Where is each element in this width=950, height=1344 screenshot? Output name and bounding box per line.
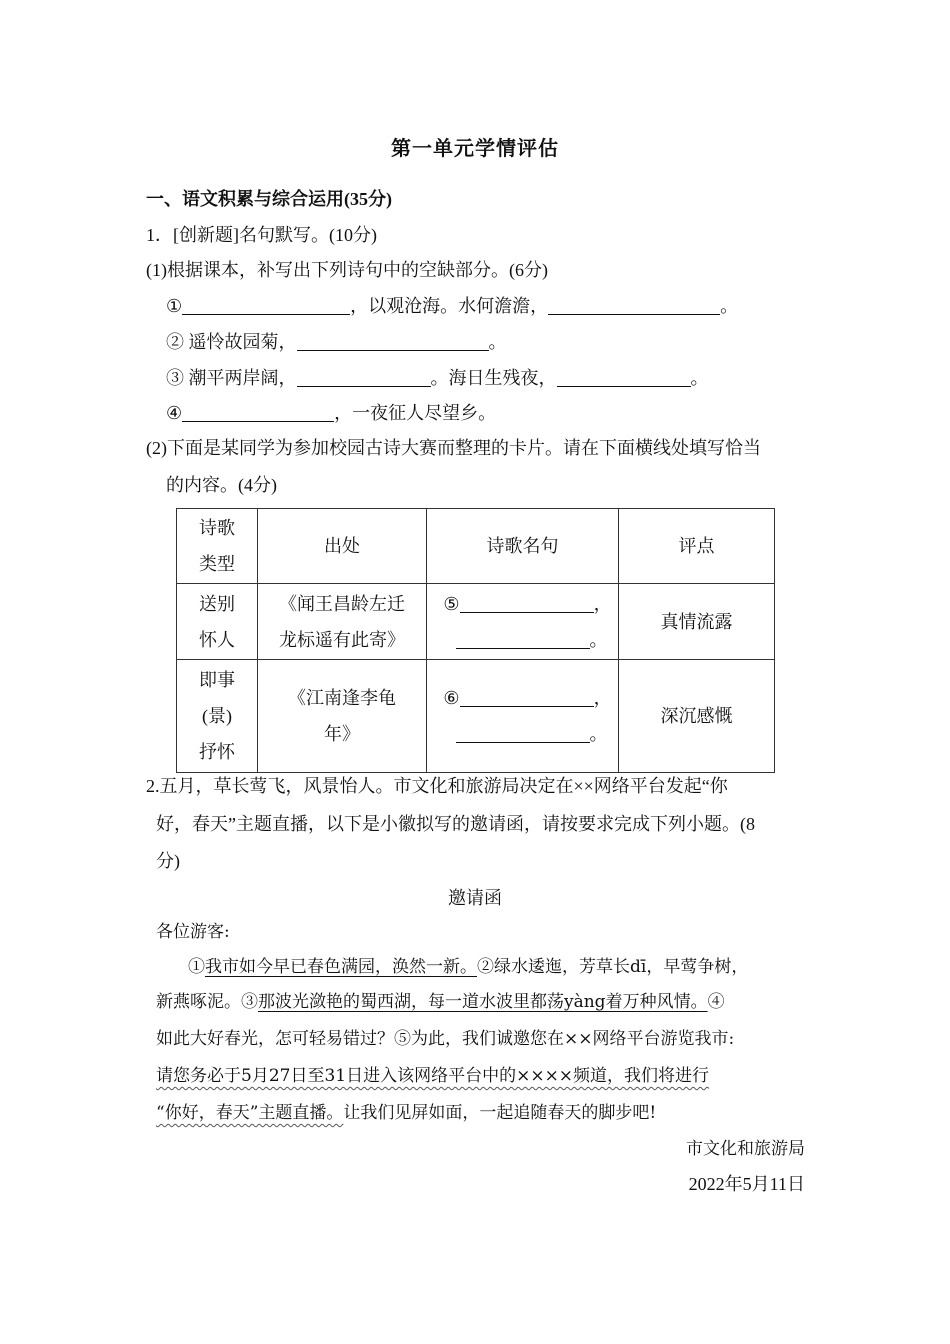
section-heading: 一、语文积累与综合运用(35分) [146,189,392,209]
header-comment: 评点 [619,509,775,584]
table-row [177,660,775,773]
cell-comment: 深沉感慨 [619,660,775,773]
answer-blank[interactable] [182,403,334,422]
question-1-heading: 1．[创新题]名句默写。(10分) [146,225,377,245]
table-header-row [177,509,775,584]
header-source: 出处 [258,509,427,584]
header-poem-type: 诗歌 类型 [177,509,258,584]
answer-blank[interactable] [297,332,489,351]
letter-paragraph-line-1: ①我市如今早已春色满园，涣然一新。②绿水逶迤，芳草长dī，早莺争树， [188,957,749,977]
answer-blank[interactable] [557,368,691,387]
question-2-line-2: 好，春天”主题直播，以下是小徽拟写的邀请函，请按要求完成下列小题。(8 [156,814,755,834]
answer-blank[interactable] [460,594,594,613]
answer-blank[interactable] [456,724,590,743]
line-text: 。 [690,368,709,388]
recitation-line-4 [166,401,496,425]
letter-date: 2022年5月11日 [688,1174,805,1194]
letter-signer: 市文化和旅游局 [686,1139,805,1159]
table-row [177,584,775,660]
question-2-line-1: 2.五月，草长莺飞，风景怡人。市文化和旅游局决定在××网络平台发起“你 [146,776,728,796]
line-marker: ① [166,296,183,316]
question-1-part-2-line-2: 的内容。(4分) [166,475,277,495]
line-marker: ④ [166,403,183,423]
cell-famous-lines: ⑥ ， 。 [427,660,619,773]
question-2-line-3: 分) [156,851,180,871]
answer-blank[interactable] [460,688,594,707]
question-1-part-2-line-1: (2)下面是某同学为参加校园古诗大赛而整理的卡片。请在下面横线处填写恰当 [146,438,761,458]
header-famous-lines: 诗歌名句 [427,509,619,584]
underlined-sentence-3: 那波光潋艳的蜀西湖，每一道水波里都荡yàng着万种风情。 [258,992,708,1012]
line-text: 。 [488,332,507,352]
line-text: 。海日生残夜， [430,368,557,388]
line-text: ② 遥怜故园菊， [166,332,297,352]
line-text: ，一夜征人尽望乡。 [334,403,497,423]
line-text: 。 [720,296,739,316]
cell-poem-type: 送别 怀人 [177,584,258,660]
wavy-underlined-sentence: “你好，春天”主题直播。 [156,1103,344,1123]
answer-blank[interactable] [548,296,720,315]
line-text: ，以观沧海。水何澹澹， [350,296,549,316]
line-text: ③ 潮平两岸阔， [166,368,297,388]
cell-source: 《闻王昌龄左迁 龙标遥有此寄》 [258,584,427,660]
poem-card-table [176,508,775,773]
answer-blank[interactable] [456,630,590,649]
letter-paragraph-line-3: 如此大好春光，怎可轻易错过？⑤为此，我们诚邀您在××网络平台游览我市: [156,1029,735,1049]
answer-blank[interactable] [297,368,431,387]
recitation-line-2 [166,330,507,354]
recitation-line-1 [166,294,738,318]
letter-paragraph-line-5: “你好，春天”主题直播。让我们见屏如面，一起追随春天的脚步吧! [156,1103,657,1123]
page-title: 第一单元学情评估 [391,138,559,160]
question-1-part-1: (1)根据课本，补写出下列诗句中的空缺部分。(6分) [146,260,548,280]
cell-source: 《江南逢李龟 年》 [258,660,427,773]
recitation-line-3 [166,366,709,390]
cell-comment: 真情流露 [619,584,775,660]
cell-famous-lines: ⑤ ， 。 [427,584,619,660]
cell-poem-type: 即事 (景) 抒怀 [177,660,258,773]
underlined-sentence-1: 我市如今早已春色满园，涣然一新。 [205,957,477,977]
letter-paragraph-line-4: 请您务必于5月27日至31日进入该网络平台中的××××频道，我们将进行 [156,1066,710,1086]
answer-blank[interactable] [182,296,350,315]
letter-title: 邀请函 [448,888,502,908]
letter-greeting: 各位游客: [156,922,230,942]
letter-paragraph-line-2: 新燕啄泥。③那波光潋艳的蜀西湖，每一道水波里都荡yàng着万种风情。④ [156,992,725,1012]
